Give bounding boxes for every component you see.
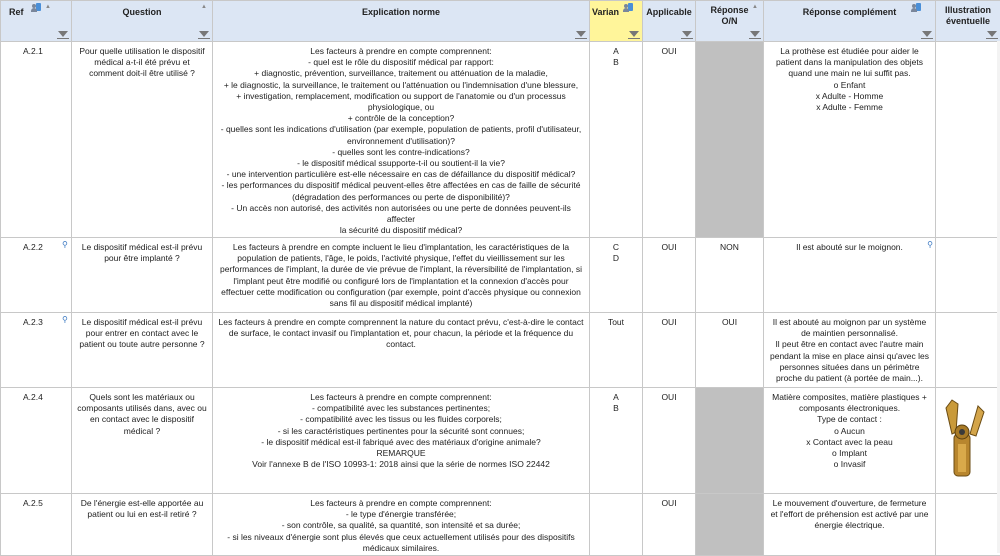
cell-complement-line: x Contact avec la peau (768, 437, 931, 448)
col-header-question-label: Question (72, 7, 212, 18)
cell-applicable-value: OUI (661, 392, 676, 402)
cell-explication-line: performances de l'implant, la durée de vie prévue de l'implant, la réversibilité de l'implantation, si (217, 264, 585, 275)
cell-explication-line: + contrôle de la conception? (217, 113, 585, 124)
cell-explication-line: effectuer cette modification ou configuration (par exemple, point d'accès physique ou connexion (217, 287, 585, 298)
cell-explication-line: - quelles sont les contre-indications? (217, 147, 585, 158)
cell-explication-line: + investigation, remplacement, modification ou support de l'anatomie ou d'un processus (217, 91, 585, 102)
cell-complement-line: Il peut être en contact avec l'autre main (768, 339, 931, 350)
cell-ref[interactable] (1, 494, 72, 556)
cell-explication-line: - quelles sont les indications d'utilisation (par exemple, population de patients, profil d'utilisateur, (217, 124, 585, 135)
cell-explication-line: - les performances du dispositif médical peuvent-elles être affectées en cas de faille de sécurité (217, 180, 585, 191)
col-header-explication[interactable] (213, 1, 590, 42)
cell-complement-line: o Implant (768, 448, 931, 459)
cell-explication-line: environnement d'utilisation)? (217, 136, 585, 147)
cell-complement[interactable] (764, 494, 936, 556)
filter-icon[interactable] (921, 29, 933, 39)
cell-question-line: médical ? (76, 426, 208, 437)
cell-complement-line: x Adulte - Femme (768, 102, 931, 113)
cell-variant-line: A (590, 392, 642, 403)
cell-ref[interactable] (1, 42, 72, 238)
cell-explication-line: Les facteurs à prendre en compte incluent le lieu d'implantation, les caractéristiques de la (217, 242, 585, 253)
cell-complement-line: énergie électrique. (768, 520, 931, 531)
sort-icon[interactable]: ▲ (752, 4, 758, 10)
cell-variant-line: C (590, 242, 642, 253)
cell-explication-line: physiologique, ou (217, 102, 585, 113)
cell-ref[interactable] (1, 313, 72, 388)
cell-explication-line: - le dispositif médical est-il fabriqué avec des matériaux d'origine animale? (217, 437, 585, 448)
cell-question-line: médical a-t-il été prévu et (76, 57, 208, 68)
cell-explication-line: - quel est le rôle du dispositif médical par rapport: (217, 57, 585, 68)
cell-explication-line: REMARQUE (217, 448, 585, 459)
cell-variant[interactable] (590, 313, 643, 388)
cell-ref-value: A.2.3 (23, 317, 43, 327)
cell-explication-line: population de patients, l'âge, le poids, l'activité physique, l'effet du vieillissement sur les (217, 253, 585, 264)
cell-reponse-value: OUI (722, 317, 737, 327)
cell-explication-line: Les facteurs à prendre en compte comprennent la nature du contact prévu, c'est-à-dire le contact (217, 317, 585, 328)
cell-variant-line: Tout (590, 317, 642, 328)
cell-explication-line: Les facteurs à prendre en compte comprennent: (217, 46, 585, 57)
cell-complement-line: o Aucun (768, 426, 931, 437)
cell-complement-line: Il est abouté au moignon par un système (768, 317, 931, 328)
cell-question[interactable] (72, 494, 213, 556)
people-icon[interactable] (911, 3, 921, 13)
table-row (1, 42, 1000, 238)
col-header-ref-label: Ref (1, 7, 71, 18)
cell-question-line: Quels sont les matériaux ou (76, 392, 208, 403)
cell-complement-line: de maintien personnalisé. (768, 328, 931, 339)
cell-complement-line: Le mouvement d'ouverture, de fermeture (768, 498, 931, 509)
sort-icon[interactable]: ▲ (45, 4, 51, 10)
cell-applicable-value: OUI (661, 46, 676, 56)
col-header-complement-label: Réponse complément (764, 7, 935, 18)
cell-reponse[interactable] (696, 42, 764, 238)
table-row (1, 388, 1000, 494)
table-row (1, 238, 1000, 313)
cell-applicable[interactable] (643, 238, 696, 313)
cell-reponse-value: NON (720, 242, 739, 252)
link-icon[interactable]: ⚲ (62, 314, 68, 325)
cell-complement-line: quand une main ne lui suffit pas. (768, 68, 931, 79)
link-icon[interactable]: ⚲ (927, 239, 933, 250)
cell-explication[interactable] (213, 238, 590, 313)
cell-explication[interactable] (213, 42, 590, 238)
cell-complement-line: Il est abouté sur le moignon. (768, 242, 931, 253)
people-icon[interactable] (31, 3, 41, 13)
col-header-applicable[interactable] (643, 1, 696, 42)
link-icon[interactable]: ⚲ (62, 239, 68, 250)
cell-explication-line: - une intervention particulière est-elle nécessaire en cas de défaillance du dispositif médical? (217, 169, 585, 180)
cell-variant[interactable] (590, 494, 643, 556)
cell-explication-line: + le diagnostic, la surveillance, le traitement ou l'atténuation ou l'indemnisation d'une blessure, (217, 80, 585, 91)
cell-question-line: pour être implanté ? (76, 253, 208, 264)
cell-question-line: en contact avec le dispositif (76, 414, 208, 425)
cell-explication-line: - compatibilité avec les substances pertinentes; (217, 403, 585, 414)
cell-question[interactable] (72, 388, 213, 494)
cell-question-line: Pour quelle utilisation le dispositif (76, 46, 208, 57)
cell-applicable-value: OUI (661, 317, 676, 327)
cell-variant-line: B (590, 57, 642, 68)
col-header-question[interactable] (72, 1, 213, 42)
cell-reponse[interactable] (696, 238, 764, 313)
table-row (1, 313, 1000, 388)
cell-explication-line: contact. (217, 339, 585, 350)
people-icon[interactable] (623, 3, 633, 13)
cell-explication-line: Voir l'annexe B de l'ISO 10993-1: 2018 ainsi que la série de normes ISO 22442 (217, 459, 585, 470)
cell-explication-line: médicaux similaires. (217, 543, 585, 554)
cell-complement-line: patient dans la manipulation des objets (768, 57, 931, 68)
cell-complement-line: o Invasif (768, 459, 931, 470)
cell-explication-line: - son contrôle, sa qualité, sa quantité, son intensité et sa durée; (217, 520, 585, 531)
cell-explication[interactable] (213, 494, 590, 556)
cell-question-line: patient ou toute autre personne ? (76, 339, 208, 350)
cell-complement[interactable] (764, 42, 936, 238)
filter-icon[interactable] (986, 29, 998, 39)
cell-ref[interactable] (1, 388, 72, 494)
cell-explication-line: de surface, le contact invasif ou l'implantation et, pour chacun, la période et la fréquence du (217, 328, 585, 339)
cell-complement-line: composants électroniques. (768, 403, 931, 414)
cell-ref[interactable] (1, 238, 72, 313)
table-row (1, 494, 1000, 556)
cell-illustration[interactable] (936, 494, 1000, 556)
cell-complement-line: x Adulte - Homme (768, 91, 931, 102)
cell-explication-line: Les facteurs à prendre en compte comprennent: (217, 392, 585, 403)
cell-complement-line: pendant la mise en place ainsi qu'avec les (768, 351, 931, 362)
cell-illustration[interactable] (936, 388, 1000, 494)
cell-complement-line: Matière composites, matière plastiques + (768, 392, 931, 403)
cell-ref-value: A.2.4 (23, 392, 43, 402)
cell-question-line: Le dispositif médical est-il prévu (76, 242, 208, 253)
cell-question[interactable] (72, 238, 213, 313)
cell-complement-line: La prothèse est étudiée pour aider le (768, 46, 931, 57)
cell-variant[interactable] (590, 238, 643, 313)
prosthesis-image (942, 394, 986, 480)
cell-question-line: De l'énergie est-elle apportée au (76, 498, 208, 509)
cell-explication[interactable] (213, 388, 590, 494)
cell-applicable[interactable] (643, 42, 696, 238)
cell-question[interactable] (72, 313, 213, 388)
header-row (1, 1, 1000, 42)
cell-variant[interactable] (590, 388, 643, 494)
cell-explication-line: l'implant peut être modifié ou configuré lors de l'implantation et la connexion d'accès pour (217, 276, 585, 287)
col-header-reponse[interactable] (696, 1, 764, 42)
cell-complement-line: o Enfant (768, 80, 931, 91)
col-header-explication-label: Explication norme (213, 7, 589, 18)
cell-explication-line: la sécurité du dispositif médical? (217, 225, 585, 236)
cell-complement-line: personnes situées dans un périmètre (768, 362, 931, 373)
cell-ref-value: A.2.5 (23, 498, 43, 508)
cell-explication-line: - si les niveaux d'énergie sont plus élevés que ceux actuellement utilisés pour des dispositifs (217, 532, 585, 543)
col-header-variant[interactable] (590, 1, 643, 42)
col-header-variant-label: Varian (590, 7, 642, 18)
cell-variant-line: A (590, 46, 642, 57)
cell-complement-line: et l'effort de préhension est activé par une (768, 509, 931, 520)
cell-reponse[interactable] (696, 494, 764, 556)
cell-question-line: patient ou lui en est-il retiré ? (76, 509, 208, 520)
filter-icon[interactable] (681, 29, 693, 39)
cell-illustration[interactable] (936, 42, 1000, 238)
filter-icon[interactable] (198, 29, 210, 39)
cell-complement-line: Type de contact : (768, 414, 931, 425)
cell-complement-line: proche du patient (à portée de main...). (768, 373, 931, 384)
cell-reponse[interactable] (696, 388, 764, 494)
cell-reponse[interactable] (696, 313, 764, 388)
cell-applicable-value: OUI (661, 242, 676, 252)
col-header-reponse-label: Réponse O/N (696, 5, 763, 27)
cell-explication-line: - le type d'énergie transférée; (217, 509, 585, 520)
table-body (1, 42, 1000, 556)
col-header-applicable-label: Applicable (643, 7, 695, 18)
cell-explication[interactable] (213, 313, 590, 388)
cell-illustration[interactable] (936, 238, 1000, 313)
cell-question-line: comment doit-il être utilisé ? (76, 68, 208, 79)
cell-ref-value: A.2.1 (23, 46, 43, 56)
col-header-illustration-label: Illustration éventuelle (936, 5, 1000, 27)
cell-variant-line: B (590, 403, 642, 414)
cell-explication-line: - compatibilité avec les tissus ou les fluides corporels; (217, 414, 585, 425)
cell-variant-line: D (590, 253, 642, 264)
cell-applicable[interactable] (643, 388, 696, 494)
cell-question-line: Le dispositif médical est-il prévu (76, 317, 208, 328)
col-header-ref[interactable] (1, 1, 72, 42)
cell-question-line: composants utilisés dans, avec ou (76, 403, 208, 414)
cell-complement[interactable] (764, 313, 936, 388)
cell-question-line: pour entrer en contact avec le (76, 328, 208, 339)
cell-explication-line: + diagnostic, prévention, surveillance, traitement ou atténuation de la maladie, (217, 68, 585, 79)
col-header-complement[interactable] (764, 1, 936, 42)
cell-explication-line: - Un accès non autorisé, des activités non autorisées ou une perte de données peuvent-ils affecter (217, 203, 585, 225)
cell-illustration[interactable] (936, 313, 1000, 388)
filter-icon[interactable] (57, 29, 69, 39)
filter-icon[interactable] (749, 29, 761, 39)
cell-applicable[interactable] (643, 494, 696, 556)
filter-icon[interactable] (575, 29, 587, 39)
cell-question[interactable] (72, 42, 213, 238)
cell-applicable[interactable] (643, 313, 696, 388)
col-header-illustration[interactable] (936, 1, 1000, 42)
sort-icon[interactable]: ▲ (201, 4, 207, 10)
cell-explication-line: Les facteurs à prendre en compte comprennent: (217, 498, 585, 509)
cell-applicable-value: OUI (661, 498, 676, 508)
cell-explication-line: sans fil au dispositif médical implanté) (217, 298, 585, 309)
cell-complement[interactable] (764, 238, 936, 313)
cell-complement[interactable] (764, 388, 936, 494)
cell-variant[interactable] (590, 42, 643, 238)
filter-icon[interactable] (628, 29, 640, 39)
cell-ref-value: A.2.2 (23, 242, 43, 252)
cell-explication-line: (dégradation des performances ou perte de disponibilité)? (217, 192, 585, 203)
cell-explication-line: - si les caractéristiques pertinentes pour la sécurité sont connues; (217, 426, 585, 437)
cell-explication-line: - le dispositif médical ssupporte-t-il ou soutient-il la vie? (217, 158, 585, 169)
